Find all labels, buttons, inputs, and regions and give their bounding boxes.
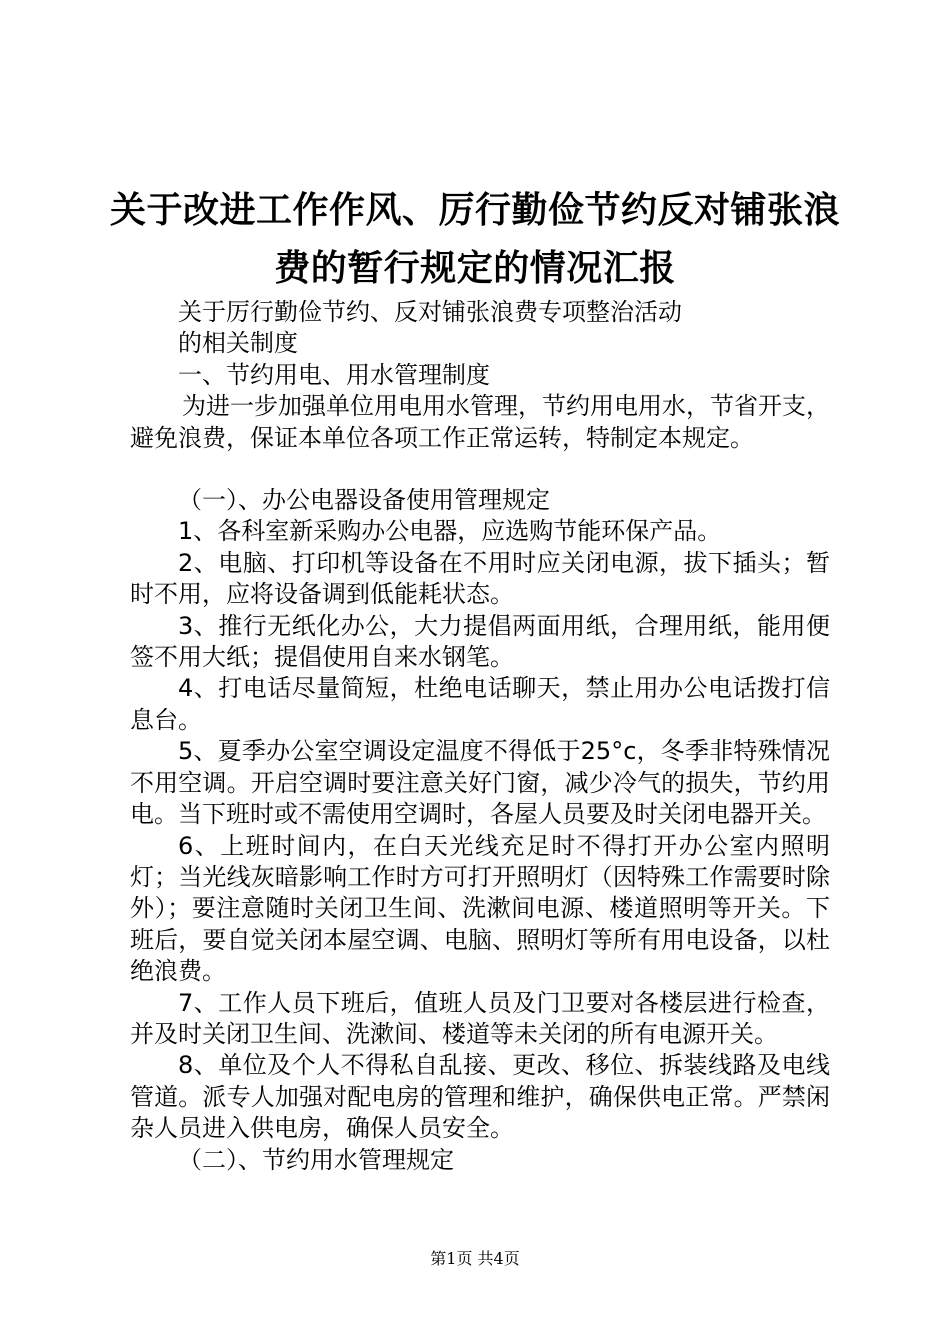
list-item-5: 5、夏季办公室空调设定温度不得低于25°c，冬季非特殊情况不用空调。开启空调时要注意关好门窗，减少冷气的损失，节约用电。当下班时或不需使用空调时，各屋人员要及时关闭电器开关。 [130,737,830,829]
section-heading-1: 一、节约用电、用水管理制度 [178,360,490,389]
subsection-heading-1: （一）、办公电器设备使用管理规定 [178,486,550,515]
list-item-1: 1、各科室新采购办公电器，应选购节能环保产品。 [178,517,722,546]
paragraph-subtitle-line-2: 的相关制度 [178,329,298,358]
document-body [130,297,830,1176]
list-item-8: 8、单位及个人不得私自乱接、更改、移位、拆装线路及电线管道。派专人加强对配电房的管理和维护，确保供电正常。严禁闲杂人员进入供电房，确保人员安全。 [130,1051,830,1143]
list-item-6: 6、上班时间内，在白天光线充足时不得打开办公室内照明灯；当光线灰暗影响工作时方可打开照明灯（因特殊工作需要时除外）；要注意随时关闭卫生间、洗漱间电源、楼道照明等开关。下班后，要自觉关闭本屋空调、电脑、照明灯等所有用电设备，以杜绝浪费。 [130,831,830,986]
subsection-heading-2: （二）、节约用水管理规定 [178,1145,454,1174]
list-item-3: 3、推行无纸化办公，大力提倡两面用纸，合理用纸，能用便签不用大纸；提倡使用自来水钢笔。 [130,611,830,672]
list-item-2: 2、电脑、打印机等设备在不用时应关闭电源，拔下插头；暂时不用，应将设备调到低能耗状态。 [130,548,830,609]
document-title-line-2: 费的暂行规定的情况汇报 [274,247,676,289]
document-title-line-1: 关于改进工作作风、厉行勤俭节约反对铺张浪 [109,189,840,231]
paragraph-intro: 为进一步加强单位用电用水管理，节约用电用水，节省开支，避免浪费，保证本单位各项工作正常运转，特制定本规定。 [130,392,830,452]
list-item-7: 7、工作人员下班后，值班人员及门卫要对各楼层进行检查，并及时关闭卫生间、洗漱间、楼道等未关闭的所有电源开关。 [130,988,830,1048]
paragraph-subtitle-line-1: 关于厉行勤俭节约、反对铺张浪费专项整治活动 [178,298,682,326]
list-item-4: 4、打电话尽量简短，杜绝电话聊天，禁止用办公电话拨打信息台。 [130,674,830,734]
blank-line [130,454,830,485]
page-footer: 第1页 共4页 [430,1249,520,1268]
